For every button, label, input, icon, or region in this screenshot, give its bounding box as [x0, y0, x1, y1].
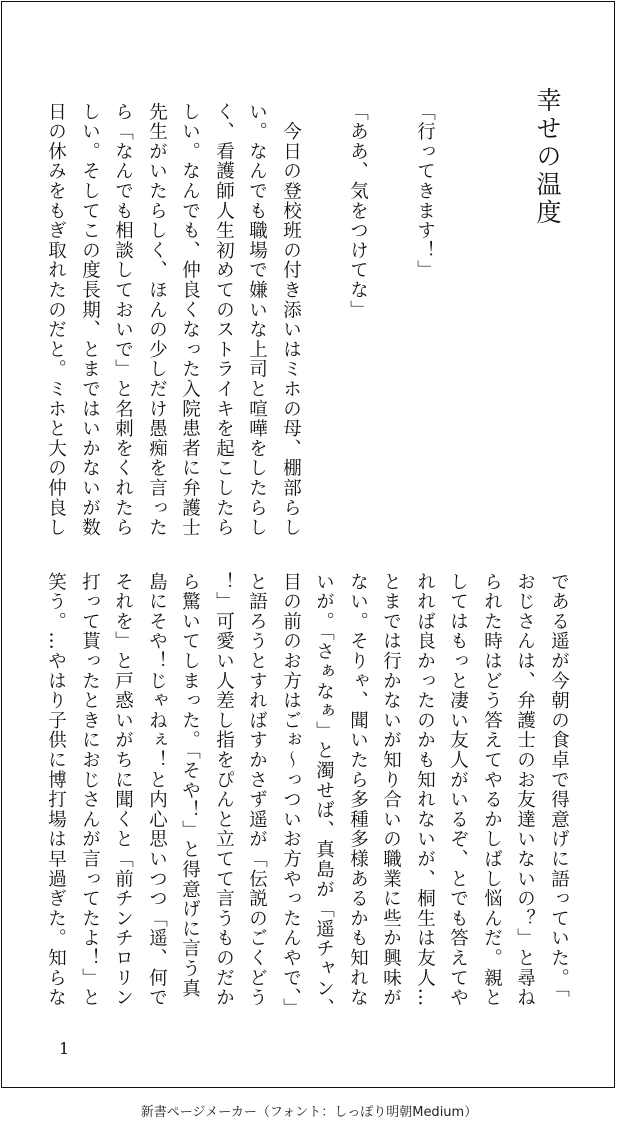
- text-column-upper: く、看護師人生初めてのストライキを起こしたら: [213, 102, 235, 538]
- text-column-lower: おじさんは、弁護士のお友達いないの？」と尋ね: [514, 572, 536, 1008]
- book-page: [1, 1, 615, 1088]
- text-column-lower: られた時はどう答えてやるかしばし悩んだ。親と: [481, 572, 503, 1008]
- page-number: 1: [59, 1039, 70, 1058]
- text-column-lower: ！」可愛い人差し指をぴんと立てて言うものだか: [213, 572, 235, 1008]
- text-column-lower: とまでは行かないが知り合いの職業に些か興味が: [380, 572, 402, 1008]
- text-column-upper: 先生がいたらしく、ほんの少しだけ愚痴を言った: [146, 102, 168, 538]
- text-column-lower: である遥が今朝の食卓で得意げに語っていた。「: [548, 572, 570, 999]
- story-title: 幸せの温度: [533, 87, 562, 227]
- text-column-lower: してはもっと凄い友人がいるぞ、とでも答えてや: [447, 572, 469, 1008]
- text-column-lower: と語ろうとすればすかさず遥が「伝説のごくどう: [246, 572, 268, 1008]
- text-column-upper: 今日の登校班の付き添いはミホの母、棚部らし: [280, 102, 302, 538]
- footer-credit: 新書ページメーカー（フォント：しっぽり明朝Medium）: [140, 1105, 478, 1120]
- text-column-upper: 「ああ、気をつけてな」: [347, 102, 369, 320]
- text-column-upper: 日の休みをもぎ取れたのだと。ミホと大の仲良し: [45, 102, 67, 538]
- text-column-lower: ない。そりゃ、聞いたら多種多様あるかも知れな: [347, 572, 369, 1008]
- text-column-lower: 目の前のお方はごぉ〜っついお方やったんやで、」: [280, 572, 302, 1019]
- text-column-lower: 島にそや！じゃねぇ！と内心思いつつ「遥、何で: [146, 572, 168, 1008]
- text-column-upper: しい。そしてこの度長期、とまではいかないが数: [79, 102, 101, 538]
- text-column-upper: しい。なんでも、仲良くなった入院患者に弁護士: [179, 102, 201, 538]
- text-column-lower: 笑う。…やはり子供に博打場は早過ぎた。知らな: [45, 572, 67, 1008]
- text-column-lower: ら驚いてしまった。「そや！」と得意げに言う真: [179, 572, 201, 999]
- text-column-lower: れれば良かったのかも知れないが、桐生は友人…: [414, 572, 436, 1008]
- text-column-upper: ら「なんでも相談しておいで」と名刺をくれたら: [112, 102, 134, 538]
- text-column-lower: 打って貰ったときにおじさんが言ってたよ！」と: [79, 572, 101, 1008]
- text-column-upper: い。なんでも職場で嫌いな上司と喧嘩をしたらし: [246, 102, 268, 538]
- text-column-lower: いが。「さぁなぁ」と濁せば、真島が「遥チャン、: [313, 572, 335, 1019]
- text-column-upper: 「行ってきます！」: [414, 102, 436, 281]
- text-column-lower: それを」と戸惑いがちに聞くと「前チンチロリン: [112, 572, 134, 1008]
